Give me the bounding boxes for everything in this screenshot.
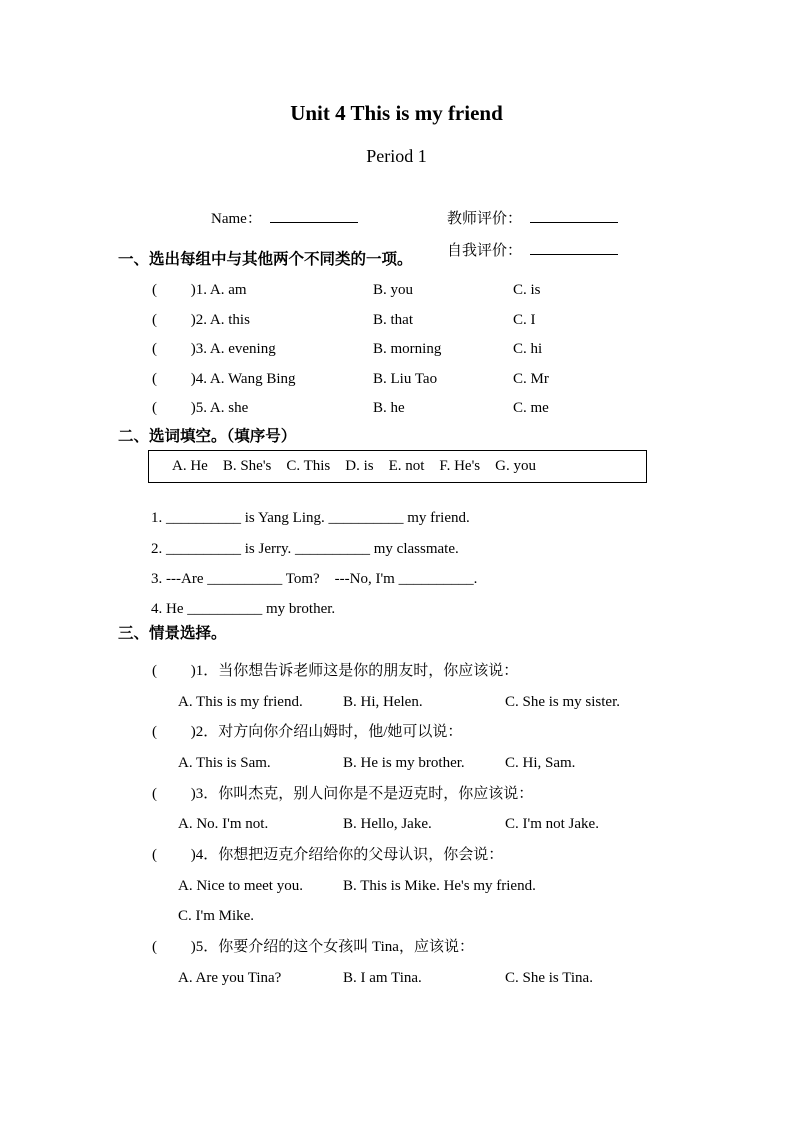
question-item: ( )4. A. Wang Bing xyxy=(152,371,296,387)
fill-item-2: 2. __________ is Jerry. __________ my classmate. xyxy=(151,541,459,557)
word-bank-box: A. He B. She's C. This D. is E. not F. He's G. you xyxy=(148,450,647,483)
option-c: C. She is Tina. xyxy=(505,970,593,986)
option-a: A. This is Sam. xyxy=(178,755,271,771)
option-b: B. Hi, Helen. xyxy=(343,694,423,710)
question-item: ( )5. A. she xyxy=(152,400,249,416)
scenario-options-1 xyxy=(0,692,793,712)
name-blank-line xyxy=(270,207,358,223)
name-label: Name： xyxy=(211,211,262,227)
teacher-eval-label: 教师评价： xyxy=(447,211,523,227)
option-a: A. This is my friend. xyxy=(178,694,303,710)
option-b: B. Hello, Jake. xyxy=(343,816,432,832)
section-two-heading: 二、选词填空。（填序号） xyxy=(118,428,297,445)
scenario-options-4-line-1 xyxy=(0,876,793,896)
scenario-options-2 xyxy=(0,753,793,773)
scenario-prompt-4: ( )4．你想把迈克介绍给你的父母认识，你会说： xyxy=(152,847,504,863)
section-one-row-2 xyxy=(0,310,793,330)
option-c: C. Mr xyxy=(513,371,549,387)
section-one-heading: 一、选出每组中与其他两个不同类的一项。 xyxy=(118,251,413,268)
fill-item-3: 3. ---Are __________ Tom? ---No, I'm __________. xyxy=(151,571,478,587)
option-b: B. Liu Tao xyxy=(373,371,438,387)
section-one-row-3 xyxy=(0,339,793,359)
scenario-prompt-1: ( )1．当你想告诉老师这是你的朋友时，你应该说： xyxy=(152,663,519,679)
scenario-prompt-2: ( )2．对方向你介绍山姆时，他/她可以说： xyxy=(152,724,463,740)
option-c: C. She is my sister. xyxy=(505,694,621,710)
option-a: A. No. I'm not. xyxy=(178,816,269,832)
section-three-heading: 三、情景选择。 xyxy=(118,625,227,642)
option-c: C. I'm not Jake. xyxy=(505,816,599,832)
option-c: C. I xyxy=(513,312,536,328)
section-one-row-5 xyxy=(0,398,793,418)
self-eval-blank-line xyxy=(530,239,618,255)
option-b: B. that xyxy=(373,312,413,328)
option-c: C. hi xyxy=(513,341,543,357)
option-c: C. is xyxy=(513,282,541,298)
option-a: A. Are you Tina? xyxy=(178,970,282,986)
section-one-row-4 xyxy=(0,369,793,389)
page-title: Unit 4 This is my friend xyxy=(290,101,503,125)
option-a: A. Nice to meet you. xyxy=(178,878,303,894)
option-c: C. Hi, Sam. xyxy=(505,755,576,771)
period-subtitle: Period 1 xyxy=(366,146,427,166)
self-eval-field xyxy=(432,219,618,281)
question-item: ( )2. A. this xyxy=(152,312,250,328)
name-field xyxy=(196,187,358,249)
self-eval-label: 自我评价： xyxy=(447,243,523,259)
scenario-prompt-5: ( )5．你要介绍的这个女孩叫 Tina，应该说： xyxy=(152,939,474,955)
option-c: C. me xyxy=(513,400,549,416)
option-b: B. he xyxy=(373,400,405,416)
option-b: B. He is my brother. xyxy=(343,755,465,771)
fill-item-1: 1. __________ is Yang Ling. __________ my friend. xyxy=(151,510,470,526)
scenario-prompt-3: ( )3．你叫杰克，别人问你是不是迈克时，你应该说： xyxy=(152,786,534,802)
scenario-options-3 xyxy=(0,814,793,834)
question-item: ( )3. A. evening xyxy=(152,341,276,357)
scenario-options-4-line-2 xyxy=(0,906,793,926)
section-one-row-1 xyxy=(0,280,793,300)
option-c: C. I'm Mike. xyxy=(178,908,255,924)
scenario-options-5 xyxy=(0,968,793,988)
fill-item-4: 4. He __________ my brother. xyxy=(151,601,336,617)
option-b: B. This is Mike. He's my friend. xyxy=(343,878,536,894)
option-b: B. you xyxy=(373,282,414,298)
option-b: B. morning xyxy=(373,341,442,357)
question-item: ( )1. A. am xyxy=(152,282,247,298)
option-b: B. I am Tina. xyxy=(343,970,422,986)
